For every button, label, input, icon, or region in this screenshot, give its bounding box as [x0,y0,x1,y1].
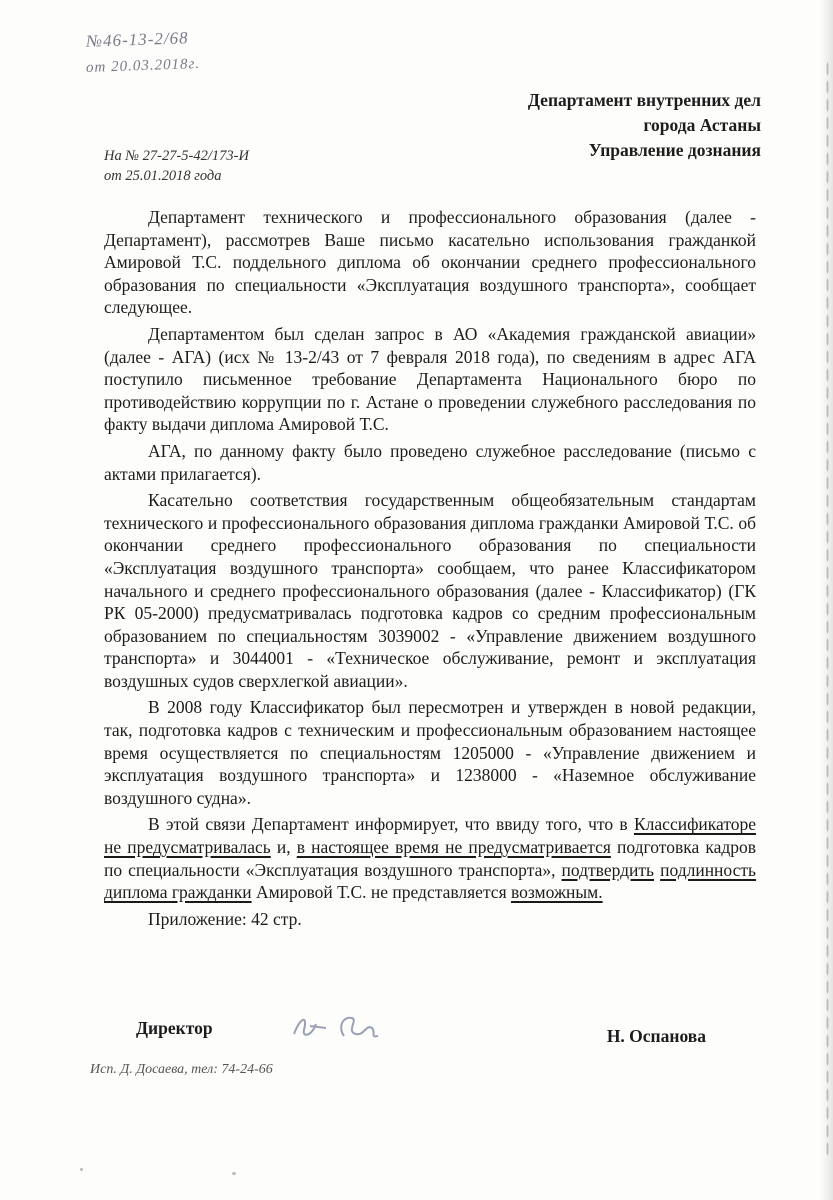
handwritten-underline: диплома гражданки [104,882,252,903]
reference-block [104,146,249,186]
signature-row [136,1014,706,1050]
scan-speck [80,1168,83,1171]
reference-number: На № 27-27-5-42/173-И [104,148,249,164]
recipient-line: Управление дознания [588,140,761,160]
paragraph: Департамент технического и профессионального образования (далее - Департамент), рассмотрев Ваше письмо касательно использования гражданкой Амировой Т.С. поддельного диплома об окончании среднего профессионального образования по специальности «Эксплуатация воздушного транспорта», сообщает следующее. [104,207,756,318]
paragraph: В 2008 году Классификатор был пересмотрен и утвержден в новой редакции, так, подготовка кадров с техническим и профессиональным образованием настоящее время осуществляется по специальностям 1205000 - «Управление движением и эксплуатация воздушного транспорта» и 1238000 - «Наземное обслуживание воздушного судна». [104,697,756,808]
letter-body [104,206,756,934]
recipient-line: города Астаны [643,115,761,135]
scan-speck [232,1172,236,1175]
reference-date: от 25.01.2018 года [104,168,222,184]
recipient-line: Департамент внутренних дел [527,90,761,110]
handwritten-underline: подтвердить [561,859,655,880]
handwritten-underline: возможным. [511,882,603,903]
attachment-note: Приложение: 42 стр. [148,908,302,929]
registration-number: №46-13-2/68 [85,28,189,51]
paragraph: Касательно соответствия государственным общеобязательным стандартам технического и профессионального образования диплома гражданки Амировой Т.С. об окончании среднего профессионального образования по специальности «Эксплуатация воздушного транспорта» сообщаем, что ранее Классификатором начального и среднего профессионального образования (далее - Классификатор) (ГК РК 05-2000) предусматривалась подготовка кадров со средним профессиональным образованием по специальностям 3039002 - «Управление движением воздушного транспорта» и 3044001 - «Техническое обслуживание, ремонт и эксплуатация воздушных судов сверхлегкой авиации». [104,490,756,691]
handwritten-underline: подлинность [660,859,757,880]
paragraph: Департаментом был сделан запрос в АО «Академия гражданской авиации» (далее - АГА) (исх № 13-2/43 от 7 февраля 2018 года), по сведениям в адрес АГА поступило письменное требование Департамента Национального бюро по противодействию коррупции по г. Астане о проведении служебного расследования по факту выдачи диплома Амировой Т.С. [104,323,756,435]
recipient-block [528,88,761,163]
signatory-title: Директор [136,1018,213,1038]
executor-info: Исп. Д. Досаева, тел: 74-24-66 [90,1062,273,1077]
handwritten-underline: Классификаторе не предусматривалась [104,814,757,858]
signatory-name: Н. Оспанова [606,1026,706,1046]
handwritten-signature [286,1006,396,1046]
paragraph-conclusion: В этой связи Департамент информирует, что ввиду того, что в Классификаторе не предусматривалась и, в настоящее время не предусматривается подготовка кадров по специальности «Эксплуатация воздушного транспорта», подтвердить подлинность диплома гражданки Амировой Т.С. не представляется возможным. [104,814,757,903]
registration-date: от 20.03.2018г. [85,56,201,76]
scan-edge [819,0,833,1200]
paragraph: АГА, по данному факту было проведено служебное расследование (письмо с актами прилагается). [104,440,756,484]
handwritten-underline: в настоящее время не предусматривается [296,837,611,858]
